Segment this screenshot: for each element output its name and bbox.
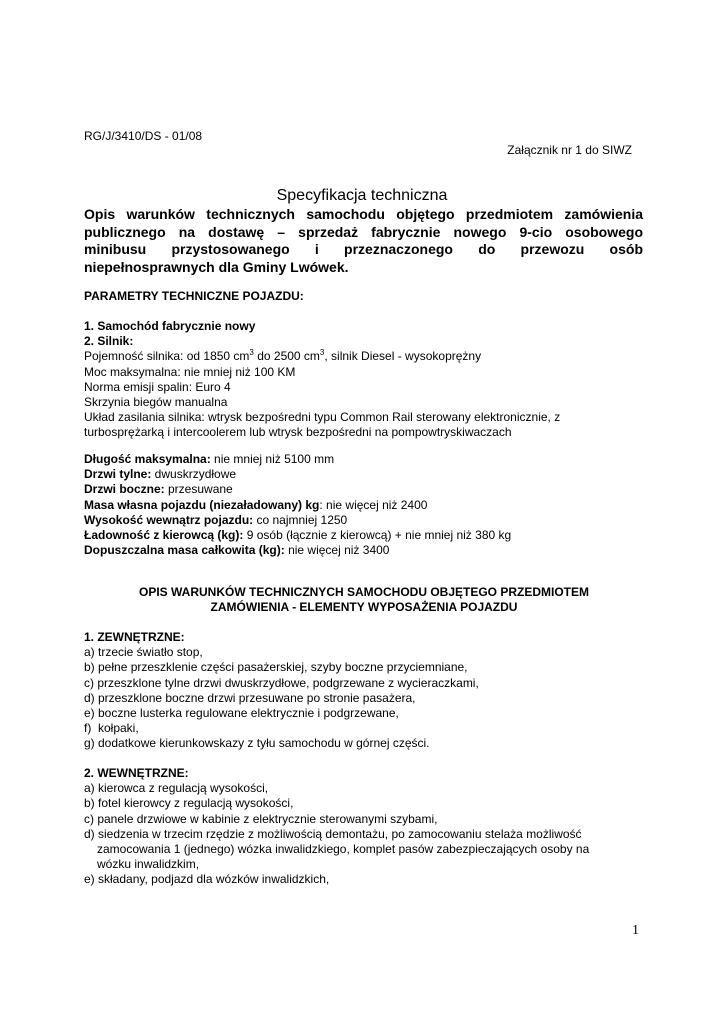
list-item: c) przeszklone tylne drzwi dwuskrzydłowe, podgrzewane z wycieraczkami, <box>84 675 479 690</box>
engine-capacity <box>84 349 644 364</box>
dimension-row <box>84 513 644 528</box>
capacity-text: Pojemność silnika: od 1850 cm <box>84 349 250 364</box>
engine-section <box>84 319 644 441</box>
dimension-row <box>84 482 644 497</box>
list-item: f) kołpaki, <box>84 721 139 736</box>
list-item: b) pełne przeszklenie części pasażerskiej, szyby boczne przyciemniane, <box>84 660 468 675</box>
dimension-value: co najmniej 1250 <box>253 512 348 527</box>
attachment-label: Załącznik nr 1 do SIWZ <box>507 143 632 157</box>
params-item-2: 2. Silnik: <box>84 334 134 349</box>
dimension-label: Dopuszczalna masa całkowita (kg): <box>84 543 285 558</box>
list-item-continuation: zamocowania 1 (jednego) wózka inwalidzkiego, komplet pasów zabezpieczających osoby na <box>97 842 590 857</box>
interior-section <box>84 766 644 888</box>
capacity-text: , silnik Diesel - wysokoprężny <box>324 349 482 364</box>
dimension-row <box>84 543 644 558</box>
lead-line: niepełnosprawnych dla Gminy Lwówek. <box>84 258 349 275</box>
dimension-label: Wysokość wewnątrz pojazdu: <box>84 512 254 527</box>
exterior-section <box>84 630 644 752</box>
dimensions-section <box>84 452 644 558</box>
reference-number: RG/J/3410/DS - 01/08 <box>84 129 203 143</box>
gearbox: Skrzynia biegów manualna <box>84 395 228 410</box>
fuel-system-line: Układ zasilania silnika: wtrysk bezpośredni typu Common Rail sterowany elektronicznie, z <box>84 410 561 425</box>
emission-norm: Norma emisji spalin: Euro 4 <box>84 379 231 394</box>
lead-paragraph <box>84 206 643 276</box>
list-item: b) fotel kierowcy z regulacją wysokości, <box>84 796 294 811</box>
dimension-row <box>84 452 644 467</box>
list-item: d) siedzenia w trzecim rzędzie z możliwością demontażu, po zamocowaniu stelaża możliwość <box>84 826 582 841</box>
dimension-label: Drzwi tylne: <box>84 467 152 482</box>
lead-line: Opis warunków technicznych samochodu objętego przedmiotem zamówienia <box>84 206 643 222</box>
equipment-heading-line: OPIS WARUNKÓW TECHNICZNYCH SAMOCHODU OBJĘTEGO PRZEDMIOTEM <box>138 585 589 599</box>
params-section <box>84 289 644 304</box>
dimension-value: 9 osób (łącznie z kierowcą) + nie mniej niż 380 kg <box>243 528 512 543</box>
dimension-value: przesuwane <box>164 482 233 497</box>
dimension-label: Masa własna pojazdu (niezaładowany) kg <box>84 497 320 512</box>
interior-heading: 2. WEWNĘTRZNE: <box>84 766 189 780</box>
dimension-row <box>84 498 644 513</box>
dimension-value: : nie więcej niż 2400 <box>319 497 428 512</box>
list-item: c) panele drzwiowe w kabinie z elektrycznie sterowanymi szybami, <box>84 811 438 826</box>
dimension-value: nie więcej niż 3400 <box>284 543 390 558</box>
list-item: g) dodatkowe kierunkowskazy z tyłu samochodu w górnej części. <box>84 736 430 751</box>
superscript: 3 <box>319 348 325 358</box>
dimension-row <box>84 467 644 482</box>
list-item-continuation: wózku inwalidzkim, <box>97 857 200 872</box>
list-item: a) trzecie światło stop, <box>84 645 203 660</box>
list-item: d) przeszklone boczne drzwi przesuwane po stronie pasażera, <box>84 690 416 705</box>
dimension-label: Drzwi boczne: <box>84 482 165 497</box>
lead-line: minibusu przystosowanego i przeznaczonego do przewozu osób <box>84 241 643 257</box>
capacity-text: do 2500 cm <box>253 349 320 364</box>
fuel-system-line: turbosprężarką i intercoolerem lub wtrysk bezpośredni na pompowtryskiwaczach <box>84 425 512 440</box>
engine-power: Moc maksymalna: nie mniej niż 100 KM <box>84 364 296 379</box>
dimension-label: Ładowność z kierowcą (kg): <box>84 528 244 543</box>
dimension-row <box>84 528 644 543</box>
dimension-value: dwuskrzydłowe <box>151 467 237 482</box>
exterior-heading: 1. ZEWNĘTRZNE: <box>84 630 185 644</box>
equipment-heading <box>84 585 644 615</box>
superscript: 3 <box>249 348 254 358</box>
dimension-label: Długość maksymalna: <box>84 452 211 466</box>
document-title: Specyfikacja techniczna <box>276 187 448 204</box>
list-item: e) składany, podjazd dla wózków inwalidzkich, <box>84 872 330 887</box>
list-item: e) boczne lusterka regulowane elektrycznie i podgrzewane, <box>84 706 399 721</box>
params-heading: PARAMETRY TECHNICZNE POJAZDU: <box>84 289 304 303</box>
list-item: a) kierowca z regulacją wysokości, <box>84 781 269 796</box>
dimension-value: nie mniej niż 5100 mm <box>210 452 335 466</box>
page-number: 1 <box>632 923 639 938</box>
equipment-heading-line: ZAMÓWIENIA - ELEMENTY WYPOSAŻENIA POJAZDU <box>210 600 518 615</box>
lead-line: publicznego na dostawę – sprzedaż fabrycznie nowego 9-cio osobowego <box>84 223 643 240</box>
params-item-1: 1. Samochód fabrycznie nowy <box>84 319 256 333</box>
